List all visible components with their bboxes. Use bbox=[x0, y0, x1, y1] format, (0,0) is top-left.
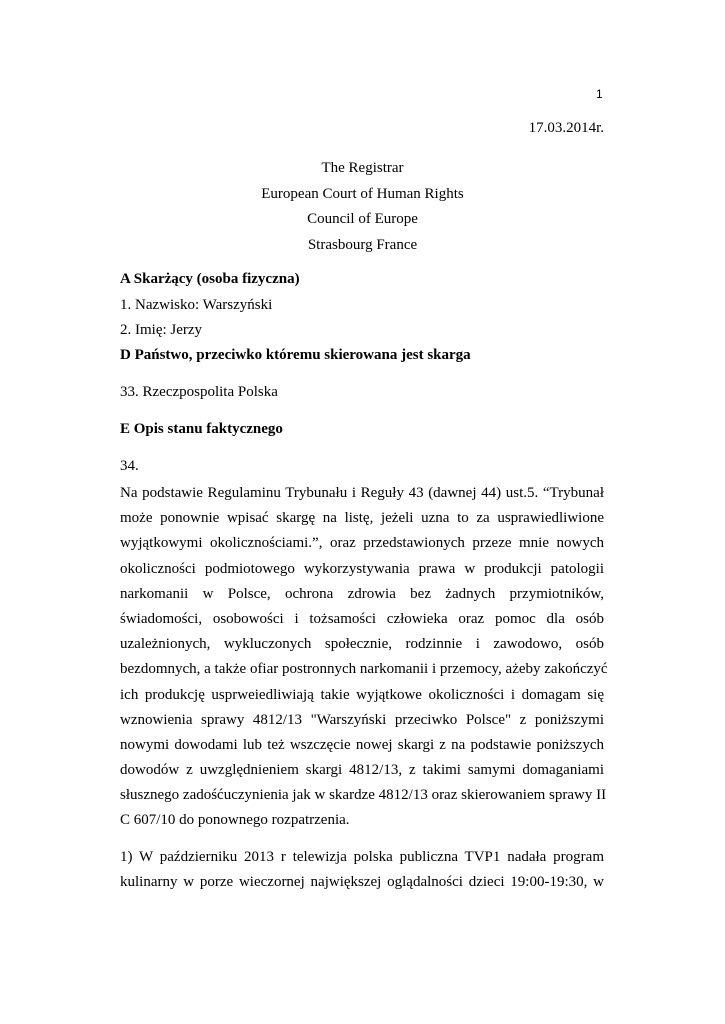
paragraph-line: C 607/10 do ponownego rozpatrzenia. bbox=[120, 812, 350, 829]
paragraph-line: kulinarny w porze wieczornej największej oglądalności dzieci 19:00-19:30, w bbox=[120, 874, 604, 891]
paragraph-line: bezdomnych, a także ofiar postronnych narkomanii i przemocy, ażeby zakończyć bbox=[120, 661, 608, 678]
address-line-council: Council of Europe bbox=[307, 211, 418, 227]
paragraph-line: ich produkcję usprweiedliwiają takie wyjątkowe okoliczności i domagam się bbox=[120, 686, 604, 703]
section-a-heading: A Skarżący (osoba fizyczna) bbox=[120, 271, 300, 287]
facts-paragraph bbox=[120, 481, 608, 834]
paragraph-line: okoliczności podmiotowego wykorzystywania prawa w produkcji patologii bbox=[120, 560, 604, 577]
address-line-registrar: The Registrar bbox=[321, 160, 404, 176]
page-number: 1 bbox=[596, 87, 603, 101]
paragraph-line: narkomanii w Polsce, ochrona zdrowia bez żadnych przymiotników, bbox=[120, 585, 604, 602]
address-line-city: Strasbourg France bbox=[307, 236, 418, 253]
paragraph-line: może ponownie wpisać skargę na listę, jeżeli uzna to za usprawiedliwione bbox=[120, 510, 604, 527]
letter-date: 17.03.2014r. bbox=[528, 120, 604, 136]
respondent-state: 33. Rzeczpospolita Polska bbox=[120, 384, 278, 400]
applicant-first-name: 2. Imię: Jerzy bbox=[120, 322, 203, 338]
section-d-heading: D Państwo, przeciwko któremu skierowana jest skarga bbox=[120, 347, 471, 363]
paragraph-line: Na podstawie Regulaminu Trybunału i Reguły 43 (dawnej 44) ust.5. “Trybunał bbox=[120, 485, 604, 501]
recipient-address bbox=[0, 156, 725, 258]
paragraph-number: 34. bbox=[120, 458, 139, 474]
paragraph-line: wyjątkowymi okolicznościami.”, oraz przedstawionych przeze mnie nowych bbox=[120, 535, 604, 552]
paragraph-line: świadomości, osobowości i tożsamości człowieka oraz pomoc dla osób bbox=[120, 610, 604, 627]
paragraph-line: uzależnionych, wykluczonych społecznie, rodzinnie i zawodowo, osób bbox=[120, 636, 604, 653]
applicant-surname: 1. Nazwisko: Warszyński bbox=[120, 297, 273, 313]
paragraph-line: nowymi dowodami lub też wszczęcie nowej skargi z na podstawie poniższych bbox=[120, 736, 604, 753]
section-e-heading: E Opis stanu faktycznego bbox=[120, 421, 283, 437]
point-1-paragraph bbox=[120, 845, 604, 895]
paragraph-line: 1) W październiku 2013 r telewizja polska publiczna TVP1 nadała program bbox=[120, 849, 604, 865]
paragraph-line: wznowienia sprawy 4812/13 "Warszyński przeciwko Polsce" z poniższymi bbox=[120, 711, 604, 728]
paragraph-line: dowodów z uwzględnieniem skargi 4812/13, z takimi samymi domaganiami bbox=[120, 762, 604, 779]
address-line-court: European Court of Human Rights bbox=[261, 185, 464, 202]
paragraph-line: słusznego zadośćuczynienia jak w skardze 4812/13 oraz skierowaniem sprawy II bbox=[120, 787, 607, 804]
